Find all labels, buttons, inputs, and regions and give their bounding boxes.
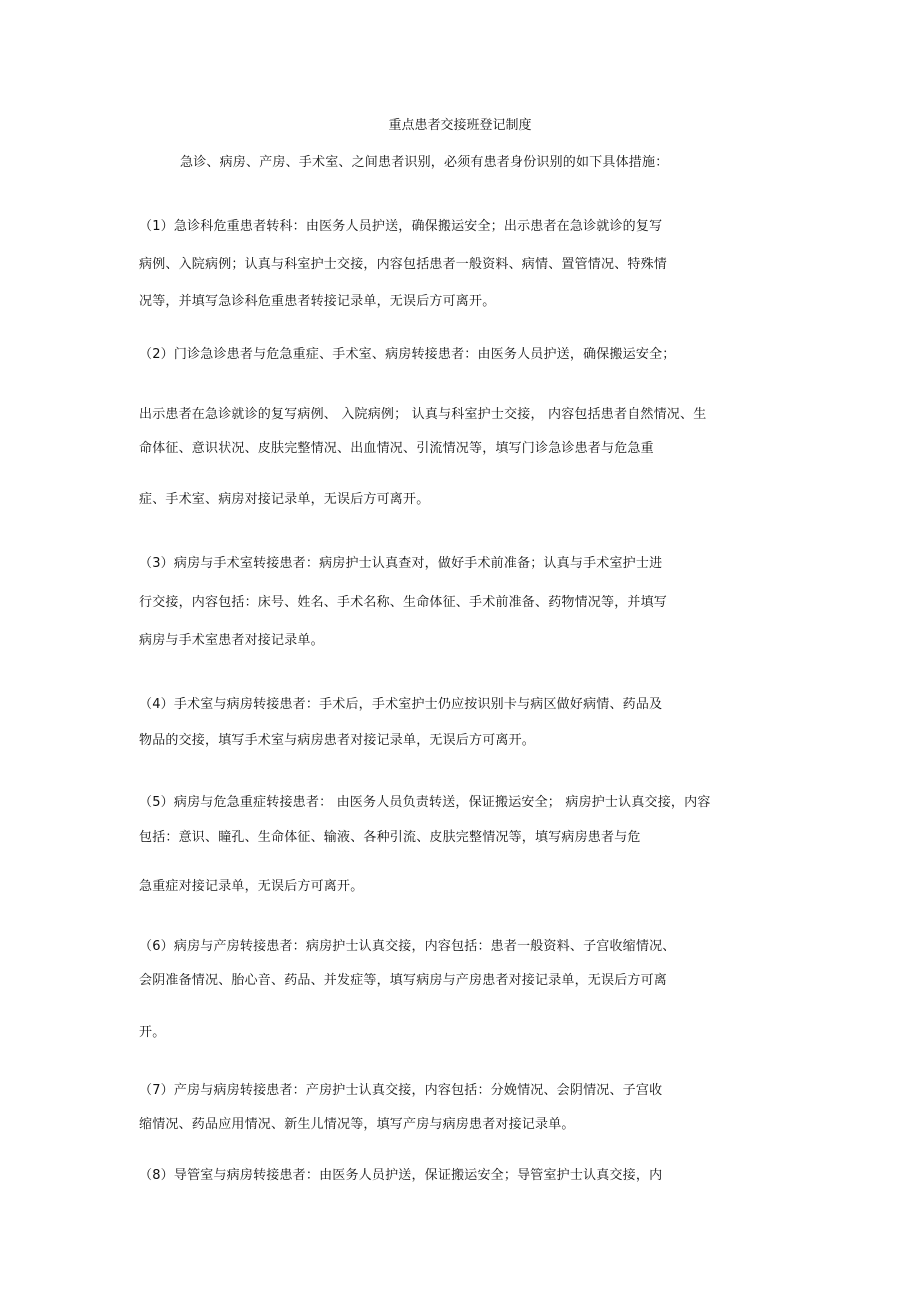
- text-line: 病例、入院病例；认真与科室护士交接，内容包括患者一般资料、病情、置管情况、特殊情: [139, 257, 668, 272]
- text-line: （7）产房与病房转接患者：产房护士认真交接，内容包括：分娩情况、会阴情况、子宫收: [139, 1083, 663, 1098]
- intro-paragraph: 急诊、病房、产房、手术室、之间患者识别，必须有患者身份识别的如下具体措施：: [180, 155, 669, 170]
- text-line: 况等，并填写急诊科危重患者转接记录单，无误后方可离开。: [139, 294, 496, 309]
- text-line: （1）急诊科危重患者转科：由医务人员护送，确保搬运安全；出示患者在急诊就诊的复写: [139, 219, 663, 234]
- text-line: （2）门诊急诊患者与危急重症、手术室、病房转接患者：由医务人员护送，确保搬运安全；: [139, 347, 676, 362]
- text-line: 急重症对接记录单，无误后方可离开。: [139, 879, 364, 894]
- text-line: 症、手术室、病房对接记录单，无误后方可离开。: [139, 492, 430, 507]
- text-line: （6）病房与产房转接患者：病房护士认真交接，内容包括：患者一般资料、子宫收缩情况、: [139, 939, 676, 954]
- text-line: （5）病房与危急重症转接患者： 由医务人员负责转送，保证搬运安全； 病房护士认真交接，内容: [139, 795, 711, 810]
- text-line: 开。: [139, 1025, 166, 1040]
- text-line: 缩情况、药品应用情况、新生儿情况等，填写产房与病房患者对接记录单。: [139, 1117, 575, 1132]
- text-line: 病房与手术室患者对接记录单。: [139, 633, 324, 648]
- text-line: 物品的交接，填写手术室与病房患者对接记录单，无误后方可离开。: [139, 733, 536, 748]
- text-line: （3）病房与手术室转接患者：病房护士认真查对，做好手术前准备；认真与手术室护士进: [139, 556, 663, 571]
- text-line: （8）导管室与病房转接患者：由医务人员护送，保证搬运安全；导管室护士认真交接，内: [139, 1168, 663, 1183]
- text-line: 行交接，内容包括：床号、姓名、手术名称、生命体征、手术前准备、药物情况等，并填写: [139, 595, 668, 610]
- text-line: 会阴准备情况、胎心音、药品、并发症等，填写病房与产房患者对接记录单，无误后方可离: [139, 973, 668, 988]
- document-title: 重点患者交接班登记制度: [388, 118, 532, 133]
- text-line: 命体征、意识状况、皮肤完整情况、出血情况、引流情况等，填写门诊急诊患者与危急重: [139, 441, 654, 456]
- text-line: 出示患者在急诊就诊的复写病例、 入院病例； 认真与科室护士交接， 内容包括患者自然情况、生: [139, 407, 707, 422]
- text-line: （4）手术室与病房转接患者：手术后，手术室护士仍应按识别卡与病区做好病情、药品及: [139, 697, 663, 712]
- text-line: 包括：意识、瞳孔、生命体征、输液、各种引流、皮肤完整情况等，填写病房患者与危: [139, 830, 641, 845]
